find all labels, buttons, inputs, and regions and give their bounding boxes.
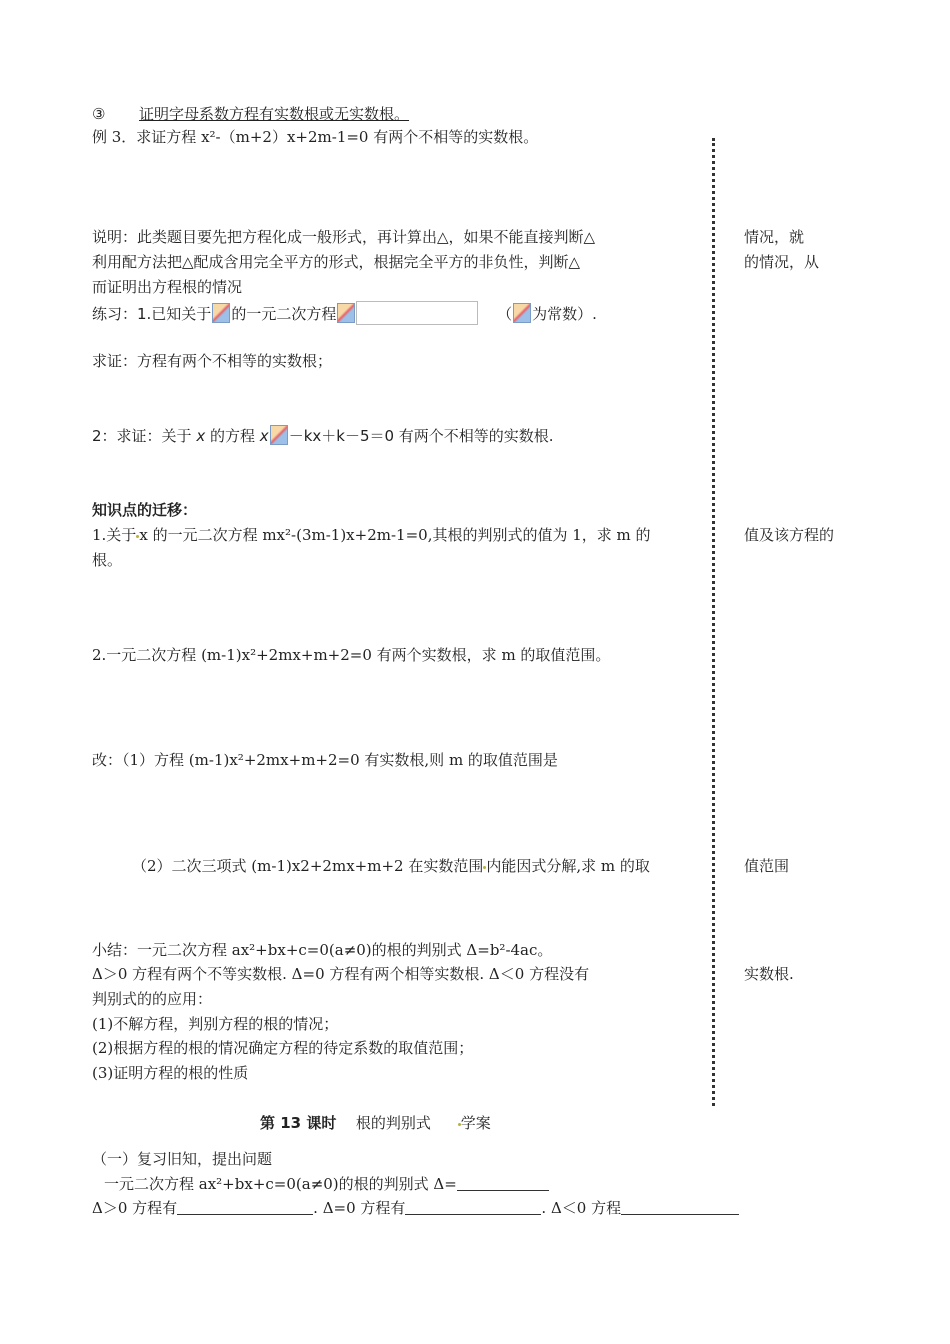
practice-1: 练习：1.已知关于 的一元二次方程 （ 为常数）. [92, 301, 597, 325]
summary-5: (2)根据方程的根的情况确定方程的待定系数的取值范围； [92, 1039, 474, 1057]
formula-image-icon [212, 303, 230, 323]
summary-2: Δ＞0 方程有两个不等实数根. Δ=0 方程有两个相等实数根. Δ＜0 方程没有 [92, 965, 590, 983]
change-1: 改：（1）方程 (m-1)x²+2mx+m+2=0 有实数根,则 m 的取值范围是 [92, 751, 558, 769]
note-line-3: 而证明出方程根的情况 [92, 278, 243, 296]
dotted-divider [712, 138, 715, 1106]
transfer-q1-cont: 根。 [92, 551, 123, 569]
formula-box [356, 301, 478, 325]
summary-3: 判别式的的应用： [92, 990, 213, 1008]
heading-text: 证明字母系数方程有实数根或无实数根。 [139, 105, 410, 123]
formula-image-icon [270, 425, 288, 445]
change-2: （2）二次三项式 (m-1)x2+2mx+m+2 在实数范围 内能因式分解,求 m 的取 [132, 857, 650, 875]
review-line-2: Δ＞0 方程有 . Δ=0 方程有 . Δ＜0 方程 [92, 1198, 739, 1218]
lesson-title: 第 13 课时 根的判别式 学案 [260, 1114, 491, 1132]
right-note-4: 值范围 [744, 857, 790, 875]
formula-image-icon [337, 303, 355, 323]
circled-number: ③ [92, 105, 106, 123]
summary-4: (1)不解方程，判别方程的根的情况； [92, 1015, 339, 1033]
transfer-q1: 1.关于 x 的一元二次方程 mx²-(3m-1)x+2m-1=0,其根的判别式的值为 1，求 m 的 [92, 526, 651, 544]
summary-6: (3)证明方程的根的性质 [92, 1064, 249, 1082]
example-3: 例 3．求证方程 x²-（m+2）x+2m-1=0 有两个不相等的实数根。 [92, 128, 539, 146]
answer-blank[interactable] [621, 1200, 739, 1215]
right-note-1: 情况，就 [744, 228, 805, 246]
right-note-5: 实数根. [744, 965, 794, 983]
practice-2: 2：求证：关于 x 的方程 x －kx＋k－5＝0 有两个不相等的实数根. [92, 427, 554, 445]
transfer-title: 知识点的迁移： [92, 501, 198, 519]
right-note-2: 的情况，从 [744, 253, 820, 271]
section-heading [92, 104, 409, 124]
summary-1: 小结：一元二次方程 ax²+bx+c=0(a≠0)的根的判别式 Δ=b²-4ac。 [92, 941, 553, 959]
note-line-1: 说明：此类题目要先把方程化成一般形式，再计算出△，如果不能直接判断△ [92, 228, 596, 246]
formula-image-icon [513, 303, 531, 323]
answer-blank[interactable] [457, 1176, 549, 1191]
prove-line: 求证：方程有两个不相等的实数根； [92, 352, 333, 370]
answer-blank[interactable] [177, 1200, 313, 1215]
right-note-3: 值及该方程的 [744, 526, 835, 544]
review-section-title: （一）复习旧知，提出问题 [92, 1150, 273, 1168]
review-line-1: 一元二次方程 ax²+bx+c=0(a≠0)的根的判别式 Δ= [104, 1174, 549, 1194]
answer-blank[interactable] [405, 1200, 541, 1215]
note-line-2: 利用配方法把△配成含用完全平方的形式，根据完全平方的非负性，判断△ [92, 253, 581, 271]
transfer-q2: 2.一元二次方程 (m-1)x²+2mx+m+2=0 有两个实数根，求 m 的取值范围。 [92, 646, 611, 664]
